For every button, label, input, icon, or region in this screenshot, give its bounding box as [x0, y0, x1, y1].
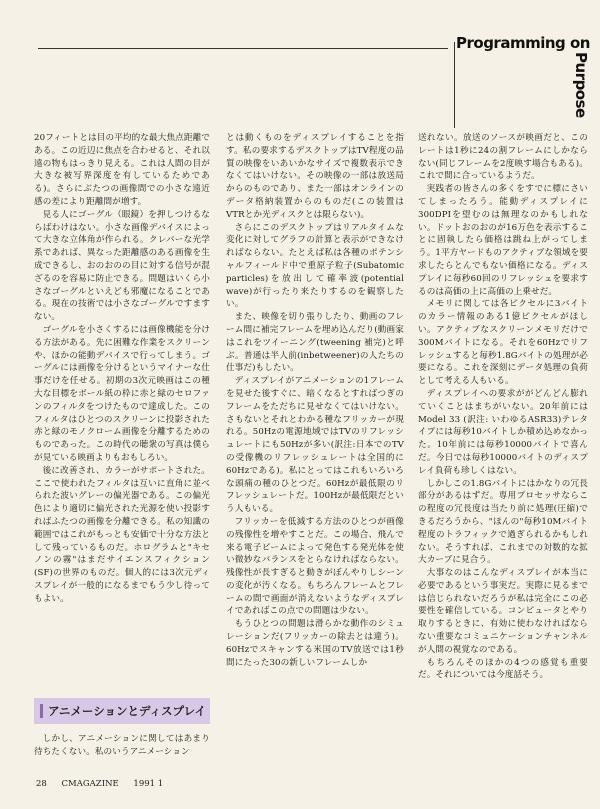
- paragraph: ディスプレイへの要求ががどんどん膨れていくことはまちがいない。20年前にはModel 33 (訳注: いわゆるASR33)テレタイプには毎秒10バイトしか積め込めなかった。10年前には毎秒10000バイトで喜んだ。今日では毎秒10000バイトのディスプレイ負荷も珍しくはない。: [418, 388, 588, 476]
- paragraph: しかしこの1.8Gバイトにはかなりの冗長部分があるはずだ。専用プロセッサならこの程度の冗長度は当たり前に処理(圧縮)できるだろうから、"ほんの"毎秒10Mバイト程度のトラフィックで過ぎられるかもしれない。そうすれば、これまでの対数的な拡大カーブに見合う。: [418, 478, 588, 566]
- paragraph: ゴーグルを小さくするには画像機能を分ける方法がある。先に困難な作業をスクリーンや、ほかの能動デバイスで行ってしまう。ゴーグルには画像を分けるというマイナーな仕事だけを任せる。初期の3次元映画はこの種大な目標をボール紙の枠に赤と緑のセロファンのフィルタをつけたもので達成した。このフィルタはひとつのスクリーンに投影された赤と緑のモノクローム画像を分離するためのものであった。この時代の聴衆の写真は僕らが見ている映画よりもおもしろい。: [34, 324, 210, 463]
- paragraph: 送れない。放送のソースが映画だと、このレートは1秒に24の割フレームにしかならない(同じフレームを2度映す場合もある)。これで間に合っているようだ。: [418, 133, 588, 182]
- text-column-left-continued: [34, 733, 210, 759]
- paragraph: とは動くものをディスプレイすることを指す。私の要求するデスクトップはTV程度の品質の映像をいあいかなサイズで複数表示できなくてはいけない。その映像の一部は放送局からのものであり、また一部はオンラインのデータ格納装置からのものだ(この装置はVTRとか光ディスクとは限らない)。: [226, 133, 404, 220]
- issue-date: 1991 1: [133, 779, 164, 789]
- header-vertical-rule: [454, 42, 455, 128]
- heading-accent-bar: [40, 704, 43, 718]
- paragraph: さらにこのデスクトップはリアルタイムな変化に対してグラフの計算と表示ができなければならない。たとえば私は各種のポテンシャルフィールド中で重原子粒子(Subatomic particles)を放出して確率波(potential wave)が行ったり来たりするのを観察したい。: [226, 222, 404, 310]
- paragraph: 20フィートとは目の平均的な最大焦点距離である。この近辺に焦点を合わせると、それ以遠の物もはっきり見える。これは人間の目が大きな被写界深度を有しているためである)。さらにぶたつの画像間での小さな遠近感の差により距離間が増す。: [34, 133, 210, 207]
- section-heading-text: アニメーションとディスプレイ: [48, 704, 207, 718]
- text-column-right: [418, 132, 588, 682]
- section-heading: [34, 698, 210, 724]
- paragraph: しかし、アニメーションに関してはあまり待ちたくない。私のいうアニメーション: [34, 734, 210, 757]
- text-column-left: [34, 132, 210, 605]
- paragraph: フリッカーを低減する方法のひとつが画像の残像性を増やすことだ。この場合、飛んで来る電子ビームによって発色する発光体を使い微妙なバランスをとらなければならない。残像性が長すぎると動きがぼんやりしシーンの変化が汚くなる。もちろんフレームとフレームの間で画面が消えないようなディスプレイであればこの点での問題は少ない。: [226, 516, 404, 617]
- column-brand-title: Programming on: [456, 34, 590, 52]
- paragraph: また、映像を切り張りしたり、動画のフレーム間に補完フレームを埋め込んだり(動画家はこれをツイーニング(tweening 補完)と呼ぶ。普通は半人前(inbetweener)の人たちの仕事だ)もしたい。: [226, 312, 404, 374]
- paragraph: 大事なのはこんなディスプレイが本当に必要であるという事実だ。実際に見るまでは信じられないだろうが私は完全にこの必要性を確信している。コンピュータとやり取りするときに、有効に使わなければならない重要なコミュニケーションチャンネルが人間の視覚なのである。: [418, 568, 588, 655]
- paragraph: ディスプレイがアニメーションの1フレームを見せた後すぐに、暗くなるとすればつぎのフレームをただちに見せなくてはいけない。さもないとそれとわかる種なフリッカーが現れる。50Hzの電源地域ではTVのリフレッシュレートにも50Hzが多い(訳注:日本でのTVの受像機のリフレッシュレートは全国的に60Hzである)。私にとってはこれもいろいろな頭痛の種のひとつだ。60Hzが最低限のリフレッシュレートだ。100Hzが最低限だという人もいる。: [226, 376, 404, 515]
- column-brand-subtitle: Purpose: [572, 52, 590, 118]
- magazine-name: CMAGAZINE: [61, 779, 119, 789]
- page-footer: [36, 779, 175, 789]
- paragraph: メモリに関しては各ピクセルに3バイトのカラー情報のある1億ピクセルがほしい。アクティブなスクリーンメモリだけで300Mバイトになる。それを60Hzでリフレッシュすると毎秒1.8Gバイトの処理が必要になる。これを深刻にデータ処理の負荷として考える人もいる。: [418, 299, 588, 387]
- header-rule: [38, 48, 448, 49]
- paragraph: もちろんそのほかの4つの感覚も重要だ。それについては今度話そう。: [418, 657, 588, 681]
- page-number: 28: [36, 779, 47, 789]
- paragraph: もうひとつの問題は滑らかな動作のシミュレーションだ(フリッカーの除去とは違う)。60Hzでスキャンする米国のTV放送では1秒間にたった30の新しいフレームしか: [226, 619, 404, 668]
- paragraph: 見る人にゴーグル（眼鏡）を押しつけるならばわけはない。小さな画像デバイスによって大きな立体角が作られる。クレバーな光学系であれば、異なった距離感のある画像を生成できるし、おのおのの目に対する信号が混ざるのを容易に防止できる。問題はいくら小さなゴーグルといえども邪魔になることである。現在の技術では小さなゴーグルですますない。: [34, 209, 210, 323]
- paragraph: 後に改善され、カラーがサポートされた。ここで使われたフィルタは互いに直角に並べられた波いグレーの偏光器である。この偏光色により適切に偏光された光源を使い投影すればふたつの画像を分離できる。私の知識の範囲ではこれがもっとも安価で十分な方法として残っているものだ。ホログラムと"キセノンの霧"はまだサイエンスフィクション(SF)の世界のものだ。個人的には3次元ディスプレイが一般的になるまでもう少し待ってもよい。: [34, 465, 210, 604]
- text-column-middle: [226, 132, 404, 669]
- paragraph: 実践者の皆さんの多くをすでに標にさいてしまったろう。能動ディスプレイに300DPIを望むのは無理なのかもしれない。ドットおのおのが16万色を表示することに固執したら価格は跳ね上がってしまう。1平方ヤードものアクティブな領域を要求したらとんでもない価格になる。ディスプレイに毎秒60回のリフレッシュを要求するのは高価の上に高価の上乗せだ。: [418, 184, 588, 297]
